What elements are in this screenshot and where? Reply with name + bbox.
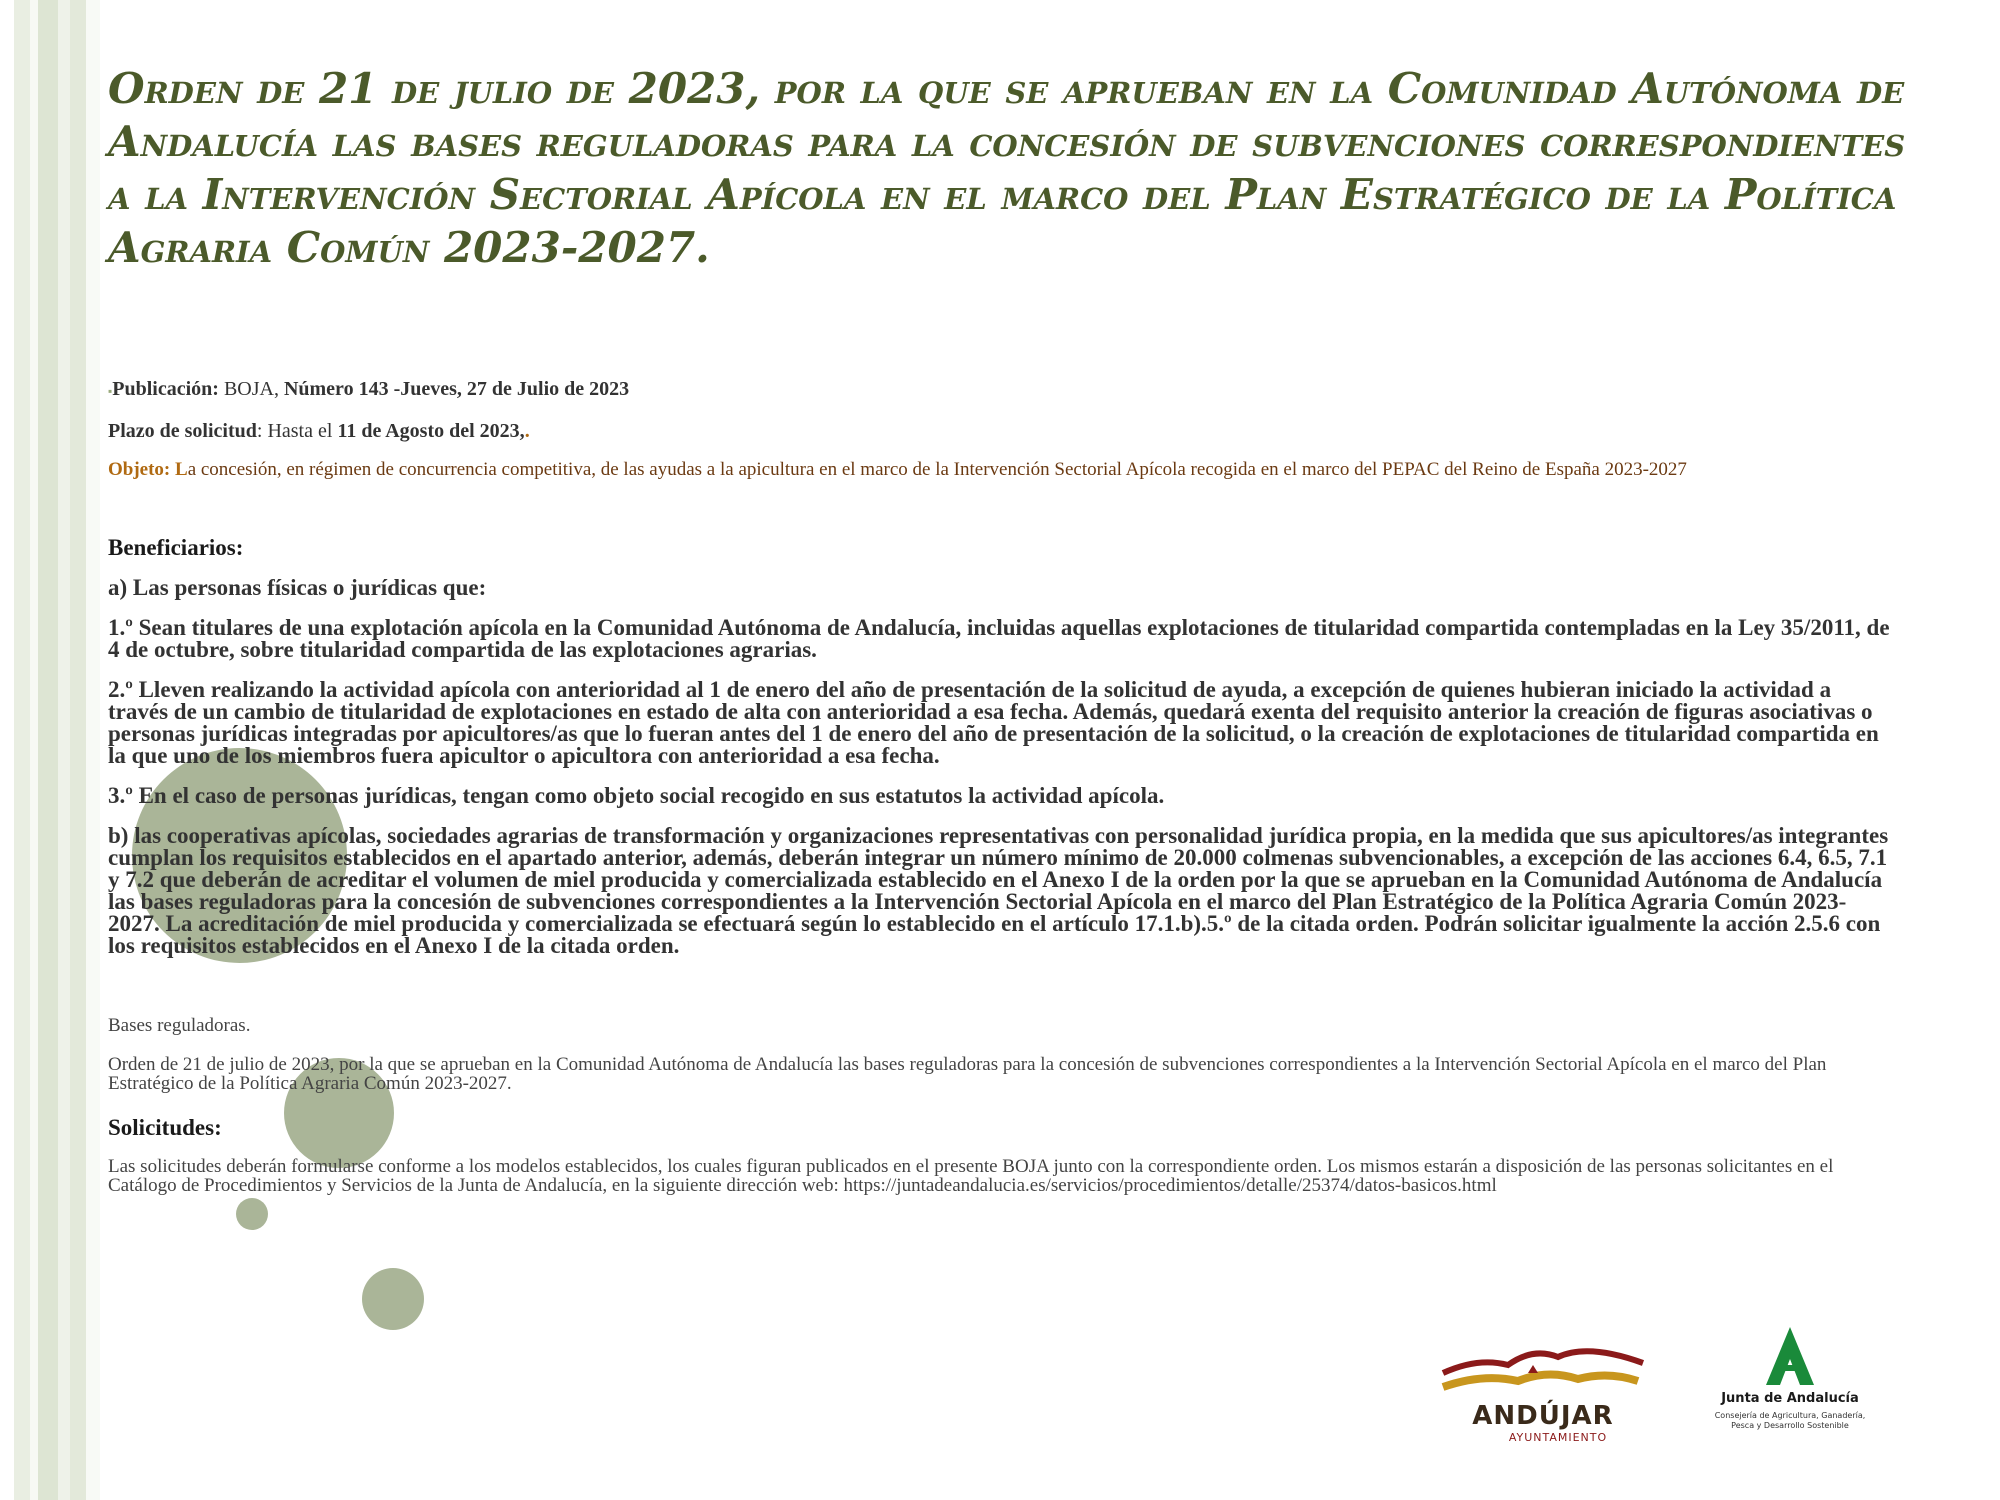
beneficiarios-heading: Beneficiarios: [108, 535, 244, 560]
document-body [108, 378, 1892, 1213]
bases-text: Orden de 21 de julio de 2023, por la que se aprueban en la Comunidad Autónoma de Andalucía las bases reguladoras para la concesión de subvenciones correspondientes a la Intervención Sectorial Apícola en el marco del Plan Estratégico de la Política Agraria Común 2023-2027. [108, 1054, 1827, 1094]
solicitudes-heading: Solicitudes: [108, 1115, 222, 1140]
solicitudes-text: Las solicitudes deberán formularse conforme a los modelos establecidos, los cuales figuran publicados en el presente BOJA junto con la correspondiente orden. Los mismos estarán a disposición de las personas solicitantes en el Catálogo de Procedimientos y Servicios de la Junta de Andalucía, en la siguiente dirección web: https://juntadeandalucia.es/servicios/procedimientos/detalle/25374/datos-basicos.html [108, 1156, 1834, 1196]
beneficiarios-item-1: 1.º Sean titulares de una explotación apícola en la Comunidad Autónoma de Andalucía, incluidas aquellas explotaciones de titularidad compartida contempladas en la Ley 35/2011, de 4 de octubre, sobre titularidad compartida de las explotaciones agrarias. [108, 615, 1890, 662]
beneficiarios-a: a) Las personas físicas o jurídicas que: [108, 575, 487, 600]
decorative-stripes [0, 0, 100, 1500]
beneficiarios-b: b) las cooperativas apícolas, sociedades agrarias de transformación y organizaciones representativas con personalidad jurídica propia, en la medida que sus apicultores/as integrantes cumplan los requisitos establecidos en el apartado anterior, además, deberán integrar un número mínimo de 20.000 colmenas subvencionables, a excepción de las acciones 6.4, 6.5, 7.1 y 7.2 que deberán de acreditar el volumen de miel producida y comercializada establecido en el Anexo I de la orden por la que se aprueban en la Comunidad Autónoma de Andalucía las bases reguladoras para la concesión de subvenciones correspondientes a la Intervención Sectorial Apícola en el marco del Plan Estratégico de la Política Agraria Común 2023-2027. La acreditación de miel producida y comercializada se efectuará según lo establecido en el artículo 17.1.b).5.º de la citada orden. Podrán solicitar igualmente la acción 2.5.6 con los requisitos establecidos en el Anexo I de la citada orden. [108, 823, 1889, 958]
plazo-label: Plazo de solicitud [108, 420, 257, 442]
junta-logo [1700, 1325, 1880, 1455]
andujar-emblem-icon [1438, 1335, 1648, 1405]
publicacion-label: Publicación: [112, 378, 219, 400]
beneficiarios-item-2: 2.º Lleven realizando la actividad apícola con anterioridad al 1 de enero del año de presentación de la solicitud de ayuda, a excepción de quienes hubieran iniciado la actividad a través de un cambio de titularidad de explotaciones en estado de alta con anterioridad a esa fecha. Además, quedará exenta del requisito anterior la creación de figuras asociativas o personas jurídicas integradas por apicultores/as que lo fueran antes del 1 de enero del año de presentación de la solicitud, o la creación de explotaciones de titularidad compartida en la que uno de los miembros fuera apicultor o apicultora con anterioridad a esa fecha. [108, 677, 1879, 768]
plazo-line [108, 420, 1892, 442]
junta-sub: Consejería de Agricultura, Ganadería, Pesca y Desarrollo Sostenible [1714, 1411, 1866, 1430]
bullet-icon: ▪ [108, 384, 113, 398]
publicacion-line [108, 378, 1892, 402]
page-title: Orden de 21 de julio de 2023, por la que se aprueban en la Comunidad Autónoma de Andalucía las bases reguladoras para la concesión de subvenciones correspondientes a la Intervención Sectorial Apícola en el marco del Plan Estratégico de la Política Agraria Común 2023-2027. [108, 64, 1906, 272]
andujar-sub: AYUNTAMIENTO [1508, 1431, 1608, 1444]
plazo-end: . [524, 420, 530, 442]
objeto-text: a concesión, en régimen de concurrencia competitiva, de las ayudas a la apicultura en el marco de la Intervención Sectorial Apícola recogida en el marco del PEPAC del Reino de España 2023-2027 [187, 459, 1687, 480]
plazo-text: Hasta el [267, 420, 333, 442]
objeto-line [108, 460, 1892, 479]
junta-emblem-icon [1700, 1325, 1880, 1389]
beneficiarios-item-3: 3.º En el caso de personas jurídicas, tengan como objeto social recogido en sus estatutos la actividad apícola. [108, 783, 1165, 808]
publicacion-detail: Número 143 -Jueves, 27 de Julio de 2023 [283, 378, 630, 400]
plazo-colon: : [256, 420, 263, 442]
decorative-circle [362, 1268, 424, 1330]
publicacion-boja: BOJA, [223, 378, 279, 400]
junta-name: Junta de Andalucía [1721, 1391, 1859, 1406]
andujar-logo [1438, 1335, 1648, 1444]
plazo-date: 11 de Agosto del 2023, [337, 420, 525, 442]
bases-heading: Bases reguladoras. [108, 1015, 251, 1036]
andujar-name: ANDÚJAR [1472, 1401, 1614, 1431]
objeto-label: Objeto: L [108, 459, 188, 480]
